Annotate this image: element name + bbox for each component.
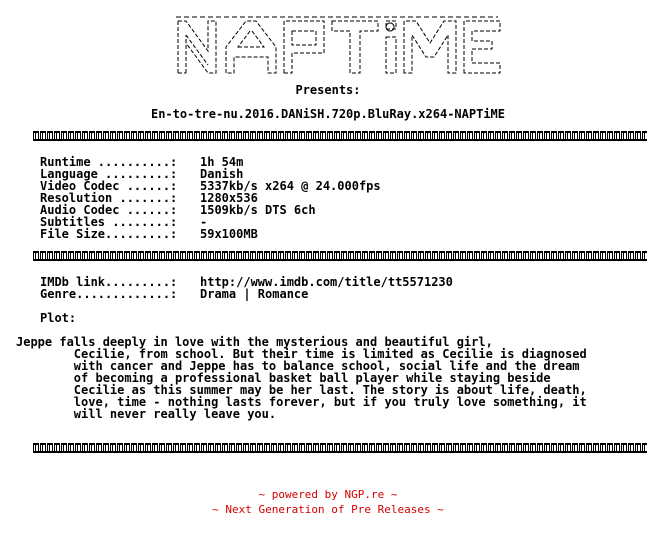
info-value: 1509kb/s DTS 6ch — [200, 203, 316, 217]
release-name: En-to-tre-nu.2016.DANiSH.720p.BluRay.x264-NAPTiME — [150, 107, 505, 121]
plot-text: Jeppe falls deeply in love with the mysterious and beautiful girl, Cecilie, from school. But their time is limited as Cecilie is diagnosed with cancer and Jeppe has to balance school, social life and the dream of becoming a professional basket ball player while staying beside Cecilie as this summer may be her last. The story is about life, death, love, time - nothing lasts forever, but if you truly love something, it will never really leave you. — [16, 335, 587, 421]
info-value: Danish — [200, 167, 244, 181]
info-key: IMDb link.........: — [40, 275, 185, 289]
info-key: Audio Codec ......: — [40, 203, 185, 217]
naptime-logo — [172, 13, 502, 75]
info-block — [40, 156, 381, 240]
separator-middle — [33, 251, 647, 261]
info-key: Genre.............: — [40, 287, 185, 301]
plot-label: Plot: — [40, 311, 77, 325]
info-key: Video Codec ......: — [40, 179, 185, 193]
info-value: 59x100MB — [200, 227, 258, 241]
info-row-file-size — [40, 228, 381, 240]
info-key: File Size.........: — [40, 227, 185, 241]
footer-tagline: ~ Next Generation of Pre Releases ~ — [212, 503, 444, 516]
links-block — [40, 276, 453, 300]
info-value: 5337kb/s x264 @ 24.000fps — [200, 179, 381, 193]
info-key: Resolution .......: — [40, 191, 185, 205]
separator-bottom — [33, 443, 647, 453]
info-value: 1h 54m — [200, 155, 244, 169]
info-row-genre — [40, 288, 453, 300]
info-key: Runtime ..........: — [40, 155, 185, 169]
presents-label: Presents: — [295, 83, 361, 97]
separator-top — [33, 131, 647, 141]
info-key: Language .........: — [40, 167, 185, 181]
info-key: Subtitles ........: — [40, 215, 185, 229]
footer-powered-by[interactable]: ~ powered by NGP.re ~ — [258, 488, 398, 501]
info-value: Drama | Romance — [200, 287, 309, 301]
info-value: - — [200, 215, 208, 229]
info-value: 1280x536 — [200, 191, 258, 205]
imdb-link[interactable]: http://www.imdb.com/title/tt5571230 — [200, 275, 453, 289]
